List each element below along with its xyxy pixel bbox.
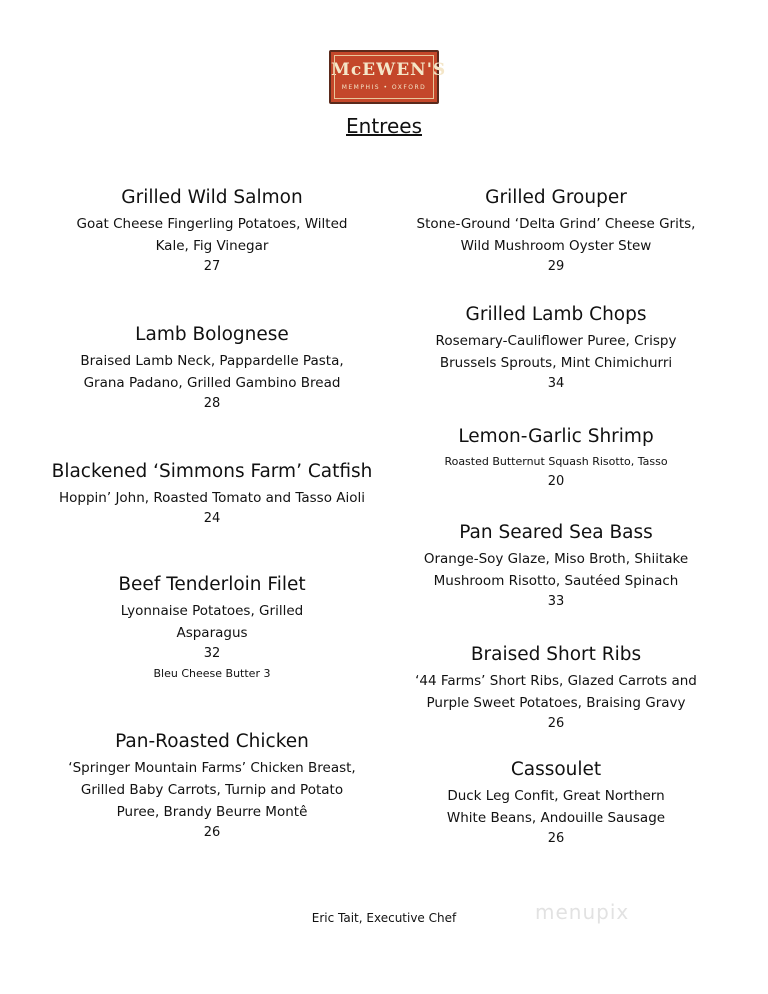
item-price: 32	[203, 646, 221, 661]
chef-credit: Eric Tait, Executive Chef	[311, 911, 457, 925]
item-name: Beef Tenderloin Filet	[118, 574, 306, 595]
item-name: Pan Seared Sea Bass	[459, 522, 653, 543]
item-name: Lemon-Garlic Shrimp	[458, 426, 654, 447]
menu-item	[62, 185, 362, 277]
item-description: Rosemary-Cauliflower Puree, Crispy Brussels Sprouts, Mint Chimichurri	[435, 333, 677, 371]
menu-item	[406, 185, 706, 277]
item-description: Orange-Soy Glaze, Miso Broth, Shiitake Mushroom Risotto, Sautéed Spinach	[423, 551, 689, 589]
item-description: Goat Cheese Fingerling Potatoes, Wilted Kale, Fig Vinegar	[76, 216, 348, 254]
logo-subtitle: MEMPHIS • OXFORD	[341, 84, 427, 91]
menu-item	[446, 757, 666, 849]
item-name: Grilled Grouper	[485, 187, 627, 208]
item-price: 34	[547, 376, 565, 391]
item-name: Grilled Lamb Chops	[465, 304, 647, 325]
item-name: Pan-Roasted Chicken	[115, 731, 309, 752]
menu-item	[406, 642, 706, 734]
item-name: Braised Short Ribs	[470, 644, 642, 665]
menu-item	[406, 424, 706, 492]
menu-item	[62, 729, 362, 843]
menu-item	[406, 302, 706, 394]
item-description: ‘Springer Mountain Farms’ Chicken Breast, Grilled Baby Carrots, Turnip and Potato Puree, Brandy Beurre Montê	[68, 760, 356, 820]
item-price: 26	[547, 831, 565, 846]
item-addon: Bleu Cheese Butter 3	[153, 667, 271, 680]
item-name: Grilled Wild Salmon	[121, 187, 303, 208]
item-name: Blackened ‘Simmons Farm’ Catfish	[51, 461, 373, 482]
item-description: Duck Leg Confit, Great Northern White Beans, Andouille Sausage	[446, 788, 666, 826]
item-description: Hoppin’ John, Roasted Tomato and Tasso Aioli	[59, 490, 365, 506]
menu-item	[62, 322, 362, 414]
logo-name: McEWEN'S	[331, 60, 447, 80]
item-description: Stone-Ground ‘Delta Grind’ Cheese Grits, Wild Mushroom Oyster Stew	[416, 216, 696, 254]
item-price: 33	[547, 594, 565, 609]
item-name: Cassoulet	[510, 759, 602, 780]
item-description: Lyonnaise Potatoes, Grilled Asparagus	[120, 603, 304, 641]
item-price: 28	[203, 396, 221, 411]
menu-item	[112, 572, 312, 683]
item-price: 26	[547, 716, 565, 731]
watermark: menupix	[535, 900, 630, 924]
item-price: 26	[203, 825, 221, 840]
item-price: 27	[203, 259, 221, 274]
item-description: ‘44 Farms’ Short Ribs, Glazed Carrots and Purple Sweet Potatoes, Braising Gravy	[415, 673, 697, 711]
item-price: 24	[203, 511, 221, 526]
item-description: Braised Lamb Neck, Pappardelle Pasta, Grana Padano, Grilled Gambino Bread	[80, 353, 344, 391]
restaurant-logo	[329, 50, 447, 104]
item-description: Roasted Butternut Squash Risotto, Tasso	[444, 455, 668, 468]
menu-item	[406, 520, 706, 612]
item-name: Lamb Bolognese	[135, 324, 289, 345]
logo-border	[334, 55, 434, 99]
page-title: Entrees	[346, 114, 422, 138]
item-price: 29	[547, 259, 565, 274]
menu-item	[42, 459, 382, 529]
item-price: 20	[547, 474, 565, 489]
